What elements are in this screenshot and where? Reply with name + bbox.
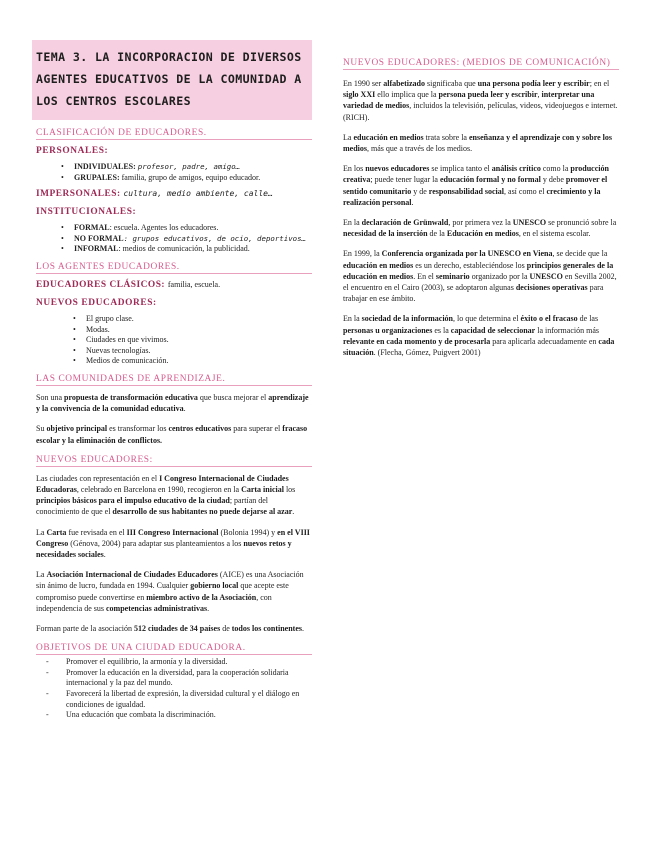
right-column	[343, 56, 619, 367]
list-item: • INFORMAL: medios de comunicación, la publicidad.	[74, 244, 312, 255]
nuevos2-paragraph-2: La Carta fue revisada en el III Congreso Internacional (Bolonia 1994) y en el VIII Congreso (Génova, 2004) para adaptar sus planteamientos a los nuevos retos y necesidades sociales.	[36, 527, 310, 559]
objetivos-list	[36, 657, 312, 721]
list-item: - Favorecerá la libertad de expresión, la diversidad cultural y el diálogo en condiciones de igualdad.	[66, 689, 312, 710]
medios-paragraph-2: La educación en medios trata sobre la enseñanza y el aprendizaje con y sobre los medios, más que a través de los medios.	[343, 132, 613, 154]
agentes-heading: LOS AGENTES EDUCADORES.	[36, 262, 312, 274]
personales-list	[36, 162, 312, 183]
nuevos2-paragraph-4: Forman parte de la asociación 512 ciudades de 34 países de todos los continentes.	[36, 623, 304, 633]
nuevos-list	[36, 314, 312, 367]
list-item: • NO FORMAL: grupos educativos, de ocio, deportivos…	[74, 234, 312, 245]
medios-paragraph-3: En los nuevos educadores se implica tanto el análisis crítico como la producción creativa; puede tener lugar la educación formal y no formal y debe promover el sentido comunitario y de responsabilidad social, así como el crecimiento y la realización personal.	[343, 164, 609, 207]
nuevos-heading: NUEVOS EDUCADORES:	[36, 297, 157, 308]
comunidades-heading: LAS COMUNIDADES DE APRENDIZAJE.	[36, 374, 312, 386]
nuevos2-paragraph-3: La Asociación Internacional de Ciudades Educadores (AICE) es una Asociación sin ánimo de lucro, fundada en 1994. Cualquier gobierno local que acepte este compromiso puede convertirse en miembro activo de la Asociación, con independencia de sus competencias administrativas.	[36, 570, 304, 613]
medios-paragraph-1: En 1990 ser alfabetizado significaba que una persona podía leer y escribir; en el siglo XXI ello implica que la persona pueda leer y escribir, interpretar una variedad de medios, incluidos la televisión, películas, videos, videojuegos e internet. (RICH).	[343, 79, 618, 122]
personales-heading: PERSONALES:	[36, 146, 109, 156]
medios-paragraph-4: En la declaración de Grünwald, por primera vez la UNESCO se pronunció sobre la necesidad de la inserción de la Educación en medios, en el sistema escolar.	[343, 218, 617, 239]
nuevos2-heading: NUEVOS EDUCADORES:	[36, 455, 312, 467]
medios-heading: NUEVOS EDUCADORES: (MEDIOS DE COMUNICACIÓN)	[343, 58, 619, 70]
institucionales-heading: INSTITUCIONALES:	[36, 207, 137, 218]
list-item: • GRUPALES: familia, grupo de amigos, equipo educador.	[74, 173, 312, 184]
institucionales-list	[36, 223, 312, 255]
nuevos2-paragraph-1: Las ciudades con representación en el I Congreso Internacional de Ciudades Educadoras, celebrado en Barcelona en 1990, recogieron en la Carta inicial los principios básicos para el impulso educativo de la ciudad; partían del conocimiento de que el desarrollo de sus habitantes no puede dejarse al azar.	[36, 473, 296, 517]
list-item: • INDIVIDUALES: profesor, padre, amigo…	[74, 162, 312, 173]
medios-paragraph-6: En la sociedad de la información, lo que determina el éxito o el fracaso de las personas u organizaciones es la capacidad de seleccionar la información más relevante en cada momento y de procesarla para aplicarla adecuadamente en cada situación. (Flecha, Gómez, Puigvert 2001)	[343, 314, 615, 358]
list-item: - Promover el equilibrio, la armonía y la diversidad.	[66, 657, 312, 668]
clasificacion-heading: CLASIFICACIÓN DE EDUCADORES.	[36, 128, 312, 140]
list-item: - Promover la educación en la diversidad, para la cooperación solidaria internacional y la paz del mundo.	[66, 668, 312, 689]
objetivos-heading: OBJETIVOS DE UNA CIUDAD EDUCADORA.	[36, 643, 312, 655]
impersonales-row: IMPERSONALES: cultura, medio ambiente, calle…	[36, 189, 273, 200]
comunidades-paragraph-1: Son una propuesta de transformación educativa que busca mejorar el aprendizaje y la convivencia de la comunidad educativa.	[36, 392, 309, 414]
list-item: • El grupo clase.	[86, 314, 312, 325]
list-item: • Ciudades en que vivimos.	[86, 335, 312, 346]
list-item: • Nuevas tecnologías.	[86, 346, 312, 357]
comunidades-paragraph-2: Su objetivo principal es transformar los centros educativos para superar el fracaso escolar y la eliminación de conflictos.	[36, 424, 308, 445]
medios-paragraph-5: En 1999, la Conferencia organizada por la UNESCO en Viena, se decide que la educación en medios es un derecho, estableciéndose los principios generales de la educación en medios. En el seminario organizado por la UNESCO en Sevilla 2002, el encuentro en el Cairo (2003), se adoptaron algunas decisiones operativas para trabajar en ese ámbito.	[343, 249, 617, 304]
list-item: • FORMAL: escuela. Agentes los educadores.	[74, 223, 312, 234]
list-item: - Una educación que combata la discriminación.	[66, 710, 312, 721]
document-title: TEMA 3. LA INCORPORACION DE DIVERSOS AGENTES EDUCATIVOS DE LA COMUNIDAD A LOS CENTROS ESCOLARES	[32, 40, 312, 120]
list-item: • Medios de comunicación.	[86, 356, 312, 367]
clasicos-row: EDUCADORES CLÁSICOS: familia, escuela.	[36, 279, 221, 290]
list-item: • Modas.	[86, 325, 312, 336]
left-column	[36, 40, 312, 727]
